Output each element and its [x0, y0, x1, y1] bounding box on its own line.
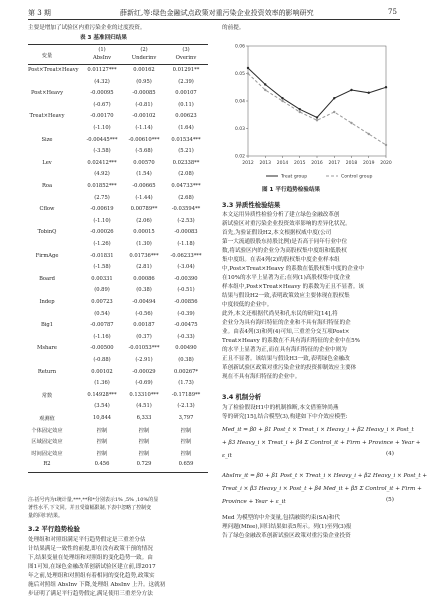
table-note-line: 注:括号内为t统计量,***,**和*分别表示1% ,5% ,10%的显: [28, 497, 159, 503]
cell-value: (-5.68): [135, 148, 153, 155]
cell-value: 0.00331: [91, 275, 113, 282]
cell-value: -0.00500: [90, 345, 114, 352]
cell-value: 控制: [96, 450, 108, 457]
cell-value: 0.729: [136, 461, 152, 468]
paragraph-line: Med_it = β0 + β1 Post_t × Treat_i × Heavy_i + β2 Heavy_i × Post_t: [222, 427, 414, 433]
table-row: [28, 276, 208, 286]
cell-value: (-0.51): [177, 287, 195, 294]
plot-frame: [248, 46, 386, 156]
running-title: 薛新红,等:绿色金融试点政策对重污染企业投资效率的影响研究: [120, 9, 314, 17]
cell-value: -0.00085: [132, 90, 156, 97]
paragraph-line: + β3 Heavy_i × Treat_i + β4 Σ Control_it + Firm + Province + Year +: [222, 440, 421, 446]
table-note-line: 量的回归结果。: [28, 513, 64, 519]
left-intro-line: 主要是增加了试验区内重污染企业的过度投资。: [28, 25, 146, 31]
table-row: [28, 403, 208, 413]
row-label: Post×Heavy: [30, 90, 64, 97]
cell-value: -0.01053***: [128, 345, 160, 352]
row-label: 区域固定效应: [31, 439, 63, 446]
cell-value: 0.00187: [133, 322, 155, 329]
cell-value: (1.64): [178, 125, 194, 131]
cell-value: (-2.13): [177, 403, 195, 410]
data-point: [247, 72, 249, 74]
table-row: [28, 90, 208, 100]
cell-value: (0.11): [178, 101, 194, 108]
table-row: [28, 79, 208, 89]
cell-value: -0.00083: [174, 229, 198, 236]
paragraph-line: 年之前,处理组和对照组有着相同的变化趋势,政策实: [28, 573, 155, 579]
legend-label: Control group: [341, 174, 373, 180]
data-point: [333, 111, 335, 113]
series-line-treat: [248, 68, 386, 118]
x-tick-label: 2016: [311, 161, 323, 166]
table-row: [28, 345, 208, 355]
paragraph-line: 结果与假设H2一致,表明政策效应主要体现在股权集: [222, 293, 350, 299]
parallel-trend-chart: [226, 38, 392, 184]
cell-value: -0.01831: [90, 252, 114, 259]
table-row: [28, 357, 208, 367]
table-row: [28, 229, 208, 239]
row-label: R2: [43, 461, 51, 468]
table-row: [28, 334, 208, 344]
cell-value: (2.39): [178, 78, 194, 85]
table-row: [28, 125, 208, 135]
table-row: [28, 253, 208, 263]
table-top-rule: [28, 44, 208, 45]
page-number: 75: [388, 8, 397, 16]
paragraph-line: AbsInv_it = β0 + β1 Post_t × Treat_i × Heavy_i + β2 Heavy_i × Post_t +: [222, 473, 427, 479]
table-row: [28, 322, 208, 332]
cell-value: -0.17189**: [171, 391, 201, 398]
cell-value: (0.38): [178, 357, 194, 363]
cell-value: 控制: [180, 427, 192, 434]
cell-value: 0.01736***: [129, 252, 159, 259]
table-row: [28, 195, 208, 205]
cell-value: (2.75): [94, 194, 110, 201]
paragraph-line: 处理组和对照组满足平行趋势假定是三重差分估: [28, 537, 146, 543]
paragraph-line: 业。由表4列(3)和列(4)可知,三重差分交互项Post×: [222, 329, 350, 335]
table-row: [28, 137, 208, 147]
table-row: [28, 287, 208, 297]
row-label: Big1: [40, 322, 54, 329]
cell-value: -0.03594**: [171, 206, 201, 213]
table-row: [28, 438, 208, 448]
cell-value: (-0.88): [93, 357, 111, 363]
table-row: [28, 311, 208, 321]
cell-value: 0.00107: [175, 90, 197, 97]
cell-value: (-0.39): [177, 310, 195, 317]
table-row: [28, 415, 208, 425]
cell-value: 0.13310***: [129, 391, 159, 398]
paragraph-line: 施后对照组 AbsInv 下降,处理组 AbsInv 上升。这就初: [28, 582, 166, 588]
paragraph-line: 图1可知,在绿色金融改革创新试验区建立前,即2017: [28, 564, 156, 570]
row-label: 个体固定效应: [31, 427, 63, 434]
section-3-2-title: 3.2 平行趋势检验: [28, 525, 80, 533]
row-label: FirmAge: [35, 252, 59, 259]
cell-value: -0.00170: [90, 113, 114, 120]
data-point: [299, 108, 301, 110]
cell-value: (0.38): [136, 287, 152, 294]
series-line-control: [248, 74, 386, 146]
section-3-3-paragraph: [222, 211, 364, 382]
cell-value: 控制: [96, 439, 108, 446]
data-point: [299, 111, 301, 113]
row-label: 时间固定效应: [31, 450, 63, 457]
table-row: [28, 461, 208, 471]
paragraph-line: 数,将试验区内的企业分为高股权集中度组和低股权: [222, 248, 347, 254]
cell-value: (-1.44): [135, 194, 153, 201]
row-label: Size: [41, 136, 53, 143]
y-tick-label: 0.03: [234, 127, 245, 133]
row-label: Treat×Heavy: [29, 113, 65, 120]
cell-value: (-1.26): [93, 241, 111, 247]
y-tick-label: 0.05: [234, 72, 245, 78]
x-tick-label: 2019: [363, 161, 375, 166]
col-header: Underinv: [131, 55, 157, 61]
cell-value: (4.92): [94, 171, 110, 178]
data-point: [264, 89, 266, 91]
x-tick-label: 2017: [328, 161, 340, 166]
y-tick-label: 0.06: [234, 44, 245, 50]
right-intro-line: 的前提。: [222, 25, 245, 31]
equation-4-number: (4): [386, 451, 394, 457]
table-row: [28, 299, 208, 309]
cell-value: (1.73): [178, 380, 194, 387]
table-row: [28, 171, 208, 181]
cell-value: 0.00789**: [130, 206, 158, 213]
cell-value: 控制: [138, 427, 150, 434]
table-header-rule: [28, 64, 208, 65]
table-row: [28, 183, 208, 193]
cell-value: (2.06): [136, 217, 152, 224]
cell-value: 控制: [180, 439, 192, 446]
table-row: [28, 148, 208, 158]
data-point: [350, 89, 352, 91]
cell-value: 0.00102: [91, 368, 113, 375]
section-3-4-title: 3.4 机制分析: [222, 393, 262, 401]
row-label: Post×Treat×Heavy: [28, 67, 79, 73]
cell-value: -0.00475: [174, 322, 198, 329]
cell-value: 0.00490: [175, 345, 197, 352]
row-label: TobinQ: [37, 229, 57, 236]
paragraph-line: Med 为模型的中介变量,包括融资约束(SA)和代: [222, 515, 340, 521]
cell-value: -0.00390: [174, 275, 198, 282]
cell-value: -0.00494: [132, 299, 156, 305]
cell-value: (2.81): [136, 264, 152, 271]
paragraph-line: 第一大流通股股东持股比例)是否高于同年行业中位: [222, 239, 348, 245]
x-tick-label: 2014: [276, 161, 289, 166]
cell-value: -0.00787: [90, 322, 114, 329]
x-tick-label: 2012: [242, 161, 254, 166]
cell-value: (-3.04): [177, 264, 195, 271]
table-row: [28, 218, 208, 228]
cell-value: -0.00095: [90, 90, 114, 97]
cell-value: (-1.14): [135, 125, 153, 131]
section-3-4-paragraph: [222, 404, 348, 422]
paragraph-line: 新试验区对重污染企业投资效率影响的差异化状况。: [222, 221, 351, 227]
data-point: [385, 144, 387, 146]
table-note-line: 著性水平,下文同。并且受篇幅限制,下表中忽略了控制变: [28, 505, 152, 511]
paragraph-line: 中,Post×Treat×Heavy 的系数在低股权集中度的企业中: [222, 266, 365, 272]
cell-value: (1.54): [136, 171, 152, 178]
data-point: [385, 86, 387, 88]
row-label: Roa: [41, 183, 53, 189]
data-point: [333, 97, 335, 99]
cell-value: -0.00026: [90, 229, 114, 236]
cell-value: 0.00015: [133, 229, 155, 236]
cell-value: (-1.16): [93, 333, 111, 340]
table-row: [28, 160, 208, 170]
table-row: [28, 113, 208, 123]
table-row: [28, 67, 208, 77]
cell-value: (-1.58): [93, 264, 111, 271]
cell-value: (3.54): [94, 403, 110, 410]
paragraph-line: 此外,本文还根据代尚昊和孔东民的研究[14],将: [222, 311, 338, 317]
col-header: Overinv: [175, 55, 197, 61]
col-number: (3): [182, 47, 190, 53]
row-label: Lev: [42, 159, 52, 166]
x-tick-label: 2013: [259, 161, 271, 166]
cell-value: (1.36): [94, 380, 110, 387]
figure-caption: 图 1 平行趋势检验结果: [262, 187, 321, 193]
paragraph-line: 理问题(Mfee),回归结果如表5所示。列(1)至列(3)报: [222, 524, 352, 530]
cell-value: (5.21): [178, 148, 194, 155]
row-label: 观测值: [39, 416, 55, 422]
cell-value: (2.68): [178, 194, 194, 201]
table-row: [28, 102, 208, 112]
paragraph-line: 正且不显著。该结果与假设H3一致,表明绿色金融改: [222, 356, 350, 362]
issue-label: 第 3 期: [28, 9, 51, 17]
cell-value: (-0.56): [135, 310, 153, 317]
row-label: Mshare: [37, 345, 57, 352]
data-point: [368, 92, 370, 94]
cell-value: -0.00856: [174, 299, 198, 305]
cell-value: 控制: [138, 450, 150, 457]
paragraph-line: 本文运用异质性检验分析了建立绿色金融改革创: [222, 212, 340, 218]
paragraph-line: 的水平上显著为正,而在具有海归特征的企业中则为: [222, 347, 347, 353]
cell-value: 0.02412***: [87, 159, 117, 166]
paragraph-line: 革创新试验区政策对重污染企业的投资抑制效应主要体: [222, 365, 357, 371]
cell-value: -0.06233***: [170, 252, 202, 259]
y-tick-label: 0.02: [234, 154, 245, 160]
paragraph-line: 下,结果变量在处理组和对照组的变化趋势一致。由: [28, 555, 153, 561]
table-row: [28, 264, 208, 274]
paragraph-line: 企业分为具有海归特征的企业和不具有海归特征的企: [222, 320, 351, 326]
x-tick-label: 2018: [345, 161, 358, 166]
cell-value: (-0.67): [93, 101, 111, 108]
col-header: AbsInv: [92, 55, 112, 61]
cell-value: 0.14928***: [87, 391, 117, 398]
paragraph-line: 在10%的水平上显著为正;在列(1)高股权集中度企业: [222, 275, 351, 281]
cell-value: 0.00086: [133, 275, 155, 282]
data-point: [316, 119, 318, 121]
table-row: [28, 369, 208, 379]
paragraph-line: 为了检验假设H1中的机制推断,本文借鉴钟尚燕: [222, 405, 339, 411]
cell-value: (-0.81): [135, 101, 153, 108]
cell-value: 0.01127***: [87, 67, 117, 73]
cell-value: 0.01534***: [171, 136, 201, 143]
cell-value: 0.01291**: [172, 67, 200, 73]
cell-value: (-2.91): [135, 357, 153, 363]
cell-value: (-2.53): [177, 217, 195, 224]
paragraph-line: 样本组中,Post×Treat×Heavy 的系数为正且不显著。该: [222, 284, 365, 290]
col-number: (2): [140, 47, 148, 53]
cell-value: -0.00665: [132, 183, 156, 189]
paragraph-line: Treat_i × β3 Heavy_i × Post_t + β4 Med_it + β5 Σ Control_it + Firm +: [222, 486, 422, 492]
var-header: 变量: [41, 53, 53, 59]
data-point: [281, 97, 283, 99]
paragraph-line: 中度较低的企业中。: [222, 302, 273, 308]
cell-value: (2.08): [178, 171, 194, 178]
cell-value: (1.30): [136, 241, 152, 247]
cell-value: (-0.33): [177, 333, 195, 340]
table-row: [28, 380, 208, 390]
table-bottom-rule: [28, 472, 208, 473]
cell-value: 0.456: [94, 461, 110, 468]
col-number: (1): [98, 47, 106, 53]
cell-value: 0.00267*: [173, 368, 199, 375]
row-label: Cflow: [39, 206, 55, 213]
x-tick-label: 2015: [294, 161, 306, 166]
paragraph-line: 计结果满足一致性的前提,即在没有政策干预的情况: [28, 546, 153, 552]
cell-value: 控制: [138, 439, 150, 446]
y-tick-label: 0.04: [234, 99, 245, 105]
cell-value: 0.00623: [175, 113, 197, 120]
cell-value: 0.01852***: [87, 183, 117, 189]
table-title: 表 3 基准回归结果: [80, 35, 127, 41]
x-tick-label: 2020: [380, 161, 392, 166]
cell-value: (-3.58): [93, 148, 111, 155]
cell-value: (-1.18): [177, 241, 195, 247]
row-label: Indep: [39, 299, 55, 305]
section-3-2-paragraph: [28, 536, 165, 599]
cell-value: (-1.10): [93, 125, 111, 131]
cell-value: 0.00723: [91, 299, 113, 305]
data-point: [247, 67, 249, 69]
cell-value: -0.00619: [90, 206, 114, 213]
cell-value: 0.02338**: [172, 159, 200, 166]
table-row: [28, 427, 208, 437]
cell-value: 6,333: [136, 415, 152, 421]
cell-value: (0.89): [94, 287, 110, 294]
data-point: [368, 133, 370, 135]
cell-value: (0.54): [94, 310, 110, 317]
row-label: Return: [37, 368, 57, 375]
mechanism-paragraph: [222, 514, 351, 541]
paragraph-line: 现在不具有海归特征的企业中。: [222, 374, 301, 380]
paragraph-line: 告了绿色金融改革创新试验区政策对重污染企业投资: [222, 533, 351, 539]
equation-5-number: (5): [386, 497, 394, 503]
cell-value: -0.00610***: [128, 136, 160, 143]
table-note: [28, 496, 158, 520]
cell-value: (4.51): [136, 403, 152, 410]
paragraph-line: ε_it: [222, 453, 232, 459]
table-row: [28, 450, 208, 460]
paragraph-line: Province + Year + ε_it: [222, 499, 286, 505]
cell-value: 0.00570: [133, 159, 155, 166]
cell-value: (-1.10): [93, 217, 111, 224]
cell-value: 0.00162: [133, 67, 155, 73]
table-row: [28, 206, 208, 216]
paragraph-line: Treat×Heavy 的系数在不具有海归特征的企业中在5%: [222, 338, 360, 344]
legend-label: Treat group: [281, 174, 308, 180]
row-label: Board: [39, 275, 55, 282]
row-label: 常数: [41, 392, 53, 399]
data-point: [281, 100, 283, 102]
cell-value: 0.659: [178, 461, 194, 468]
cell-value: 控制: [96, 427, 108, 434]
cell-value: -0.00445***: [86, 136, 118, 143]
header-rule: [28, 19, 400, 20]
cell-value: (0.95): [136, 78, 152, 85]
data-point: [350, 122, 352, 124]
cell-value: 3,797: [178, 415, 194, 421]
paragraph-line: 等的研究[15],结合模型(3),构建如下中介效应模型:: [222, 414, 348, 420]
cell-value: (0.37): [136, 333, 152, 340]
cell-value: -0.00029: [132, 368, 156, 375]
data-point: [316, 116, 318, 118]
table-row: [28, 392, 208, 402]
data-point: [264, 83, 266, 85]
paragraph-line: 集中度组。在表4列(2)的股权集中度企业样本组: [222, 257, 340, 263]
cell-value: (4.32): [94, 78, 110, 85]
section-3-3-title: 3.3 异质性检验结果: [222, 201, 281, 209]
cell-value: 10,844: [92, 415, 112, 421]
cell-value: 控制: [180, 450, 192, 457]
cell-value: 0.04733***: [171, 183, 201, 189]
cell-value: -0.00102: [132, 113, 156, 120]
paragraph-line: 首先,为验证假设H2,本文根据权威中度(公司: [222, 230, 332, 236]
cell-value: (-0.69): [135, 380, 153, 387]
equation-5: [222, 470, 427, 509]
table-row: [28, 241, 208, 251]
paragraph-line: 步证明了满足平行趋势假定,满足使用三重差分方法: [28, 591, 153, 597]
